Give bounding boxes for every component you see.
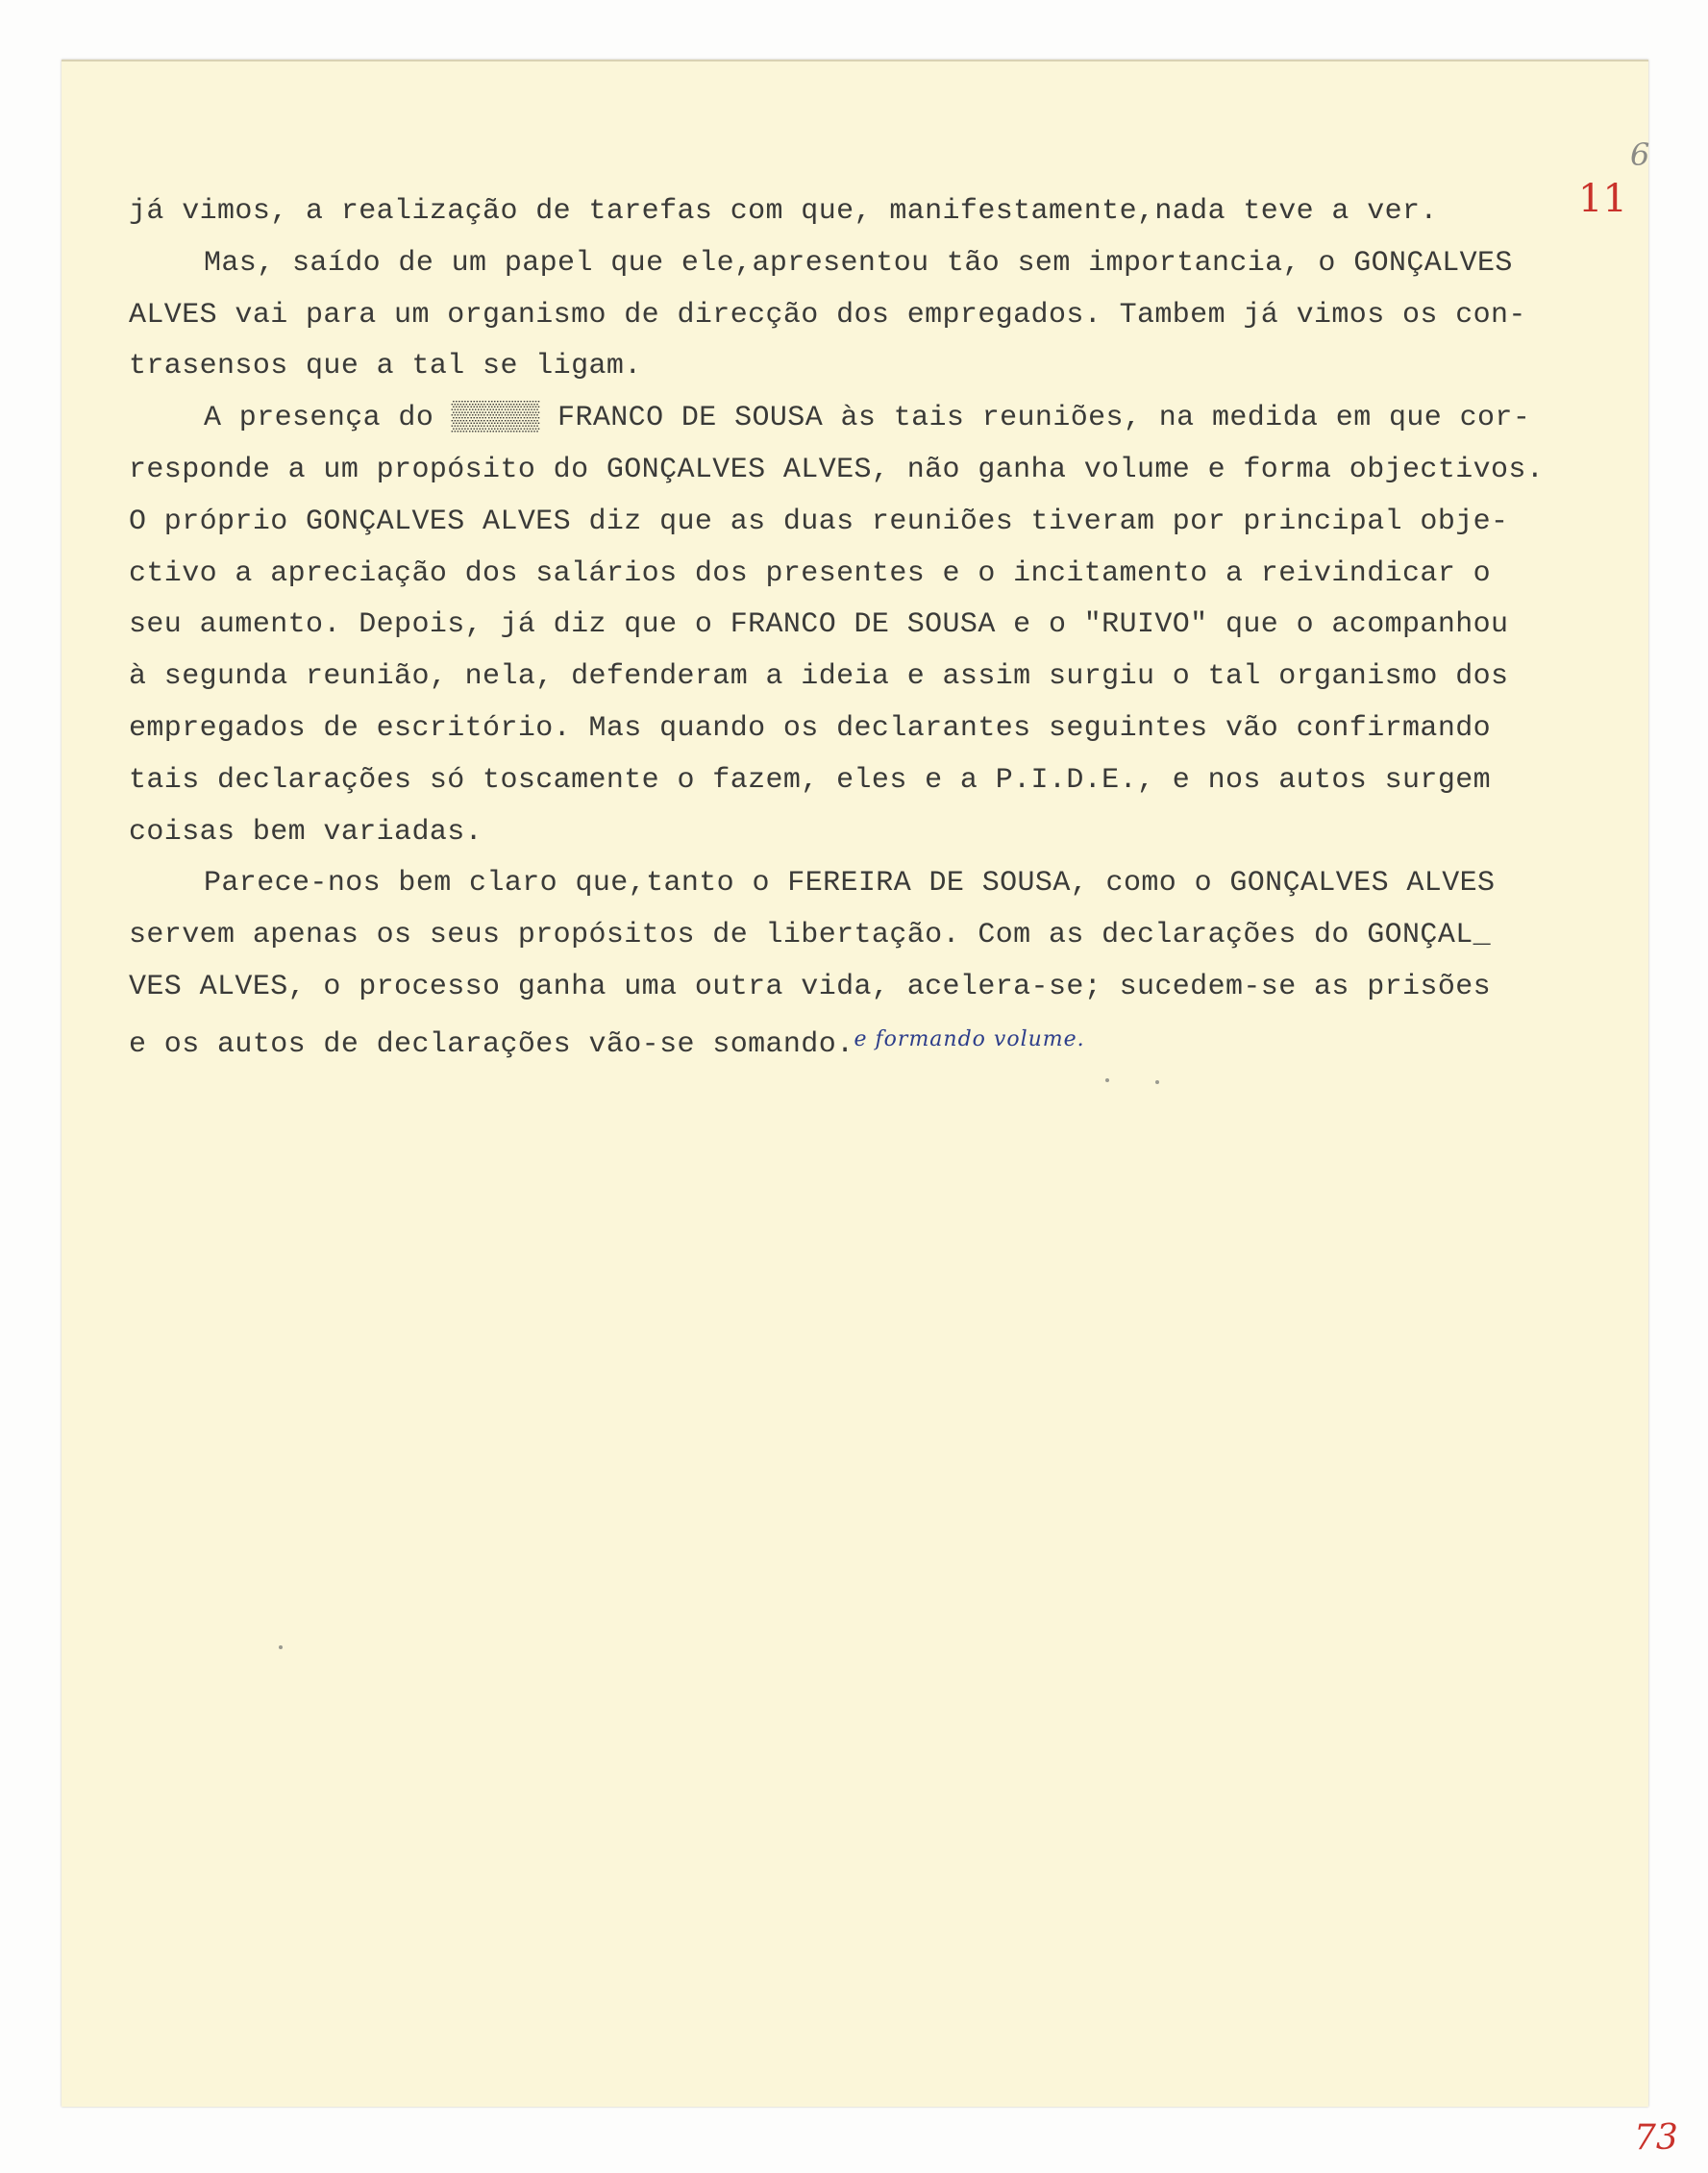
text-line: seu aumento. Depois, já diz que o FRANCO DE SOUSA e o "RUIVO" que o acompanhou xyxy=(129,608,1509,642)
paper-speck xyxy=(279,1645,283,1649)
text-line: tais declarações só toscamente o fazem, eles e a P.I.D.E., e nos autos surgem xyxy=(129,763,1492,797)
text-line: trasensos que a tal se ligam. xyxy=(129,350,642,383)
folio-number-pencil: 6 xyxy=(1630,136,1650,173)
text-line: servem apenas os seus propósitos de libertação. Com as declarações do GONÇAL_ xyxy=(129,919,1492,952)
text-line: A presença do ▒▒▒▒▒ FRANCO DE SOUSA às tais reuniões, na medida em que cor- xyxy=(204,402,1531,435)
text-line: O próprio GONÇALVES ALVES diz que as duas reuniões tiveram por principal obje- xyxy=(129,505,1509,538)
paper-speck xyxy=(1155,1080,1159,1084)
text-line: Mas, saído de um papel que ele,apresentou tão sem importancia, o GONÇALVES xyxy=(204,246,1513,280)
paragraph-2 xyxy=(129,238,1628,393)
text-line: empregados de escritório. Mas quando os declarantes seguintes vão confirmando xyxy=(129,711,1492,745)
folio-number-red: 11 xyxy=(1578,177,1627,221)
text-line: Parece-nos bem claro que,tanto o FEREIRA DE SOUSA, como o GONÇALVES ALVES xyxy=(204,867,1496,901)
text-line-content: e os autos de declarações vão-se somando. xyxy=(129,1027,854,1061)
text-line: responde a um propósito do GONÇALVES ALVES, não ganha volume e forma objectivos. xyxy=(129,453,1545,486)
paragraph-4 xyxy=(129,858,1628,1071)
page-number: 73 xyxy=(1634,2118,1678,2158)
paper-sheet xyxy=(62,60,1678,2158)
paragraph-3 xyxy=(129,393,1628,858)
typed-body-text xyxy=(129,186,1628,1072)
paragraph-1 xyxy=(129,186,1628,238)
text-line: ctivo a apreciação dos salários dos presentes e o incitamento a reivindicar o xyxy=(129,556,1492,590)
text-line: já vimos, a realização de tarefas com que, manifestamente,nada teve a ver. xyxy=(129,195,1438,228)
handwritten-annotation: e formando volume. xyxy=(854,1026,1085,1051)
text-line: VES ALVES, o processo ganha uma outra vida, acelera-se; sucedem-se as prisões xyxy=(129,970,1492,1003)
paper-speck xyxy=(1105,1078,1109,1082)
text-line: ALVES vai para um organismo de direcção dos empregados. Tambem já vimos os con- xyxy=(129,298,1526,332)
text-line: à segunda reunião, nela, defenderam a ideia e assim surgiu o tal organismo dos xyxy=(129,660,1509,694)
text-line: coisas bem variadas. xyxy=(129,815,483,849)
text-line-last xyxy=(129,1014,1628,1072)
